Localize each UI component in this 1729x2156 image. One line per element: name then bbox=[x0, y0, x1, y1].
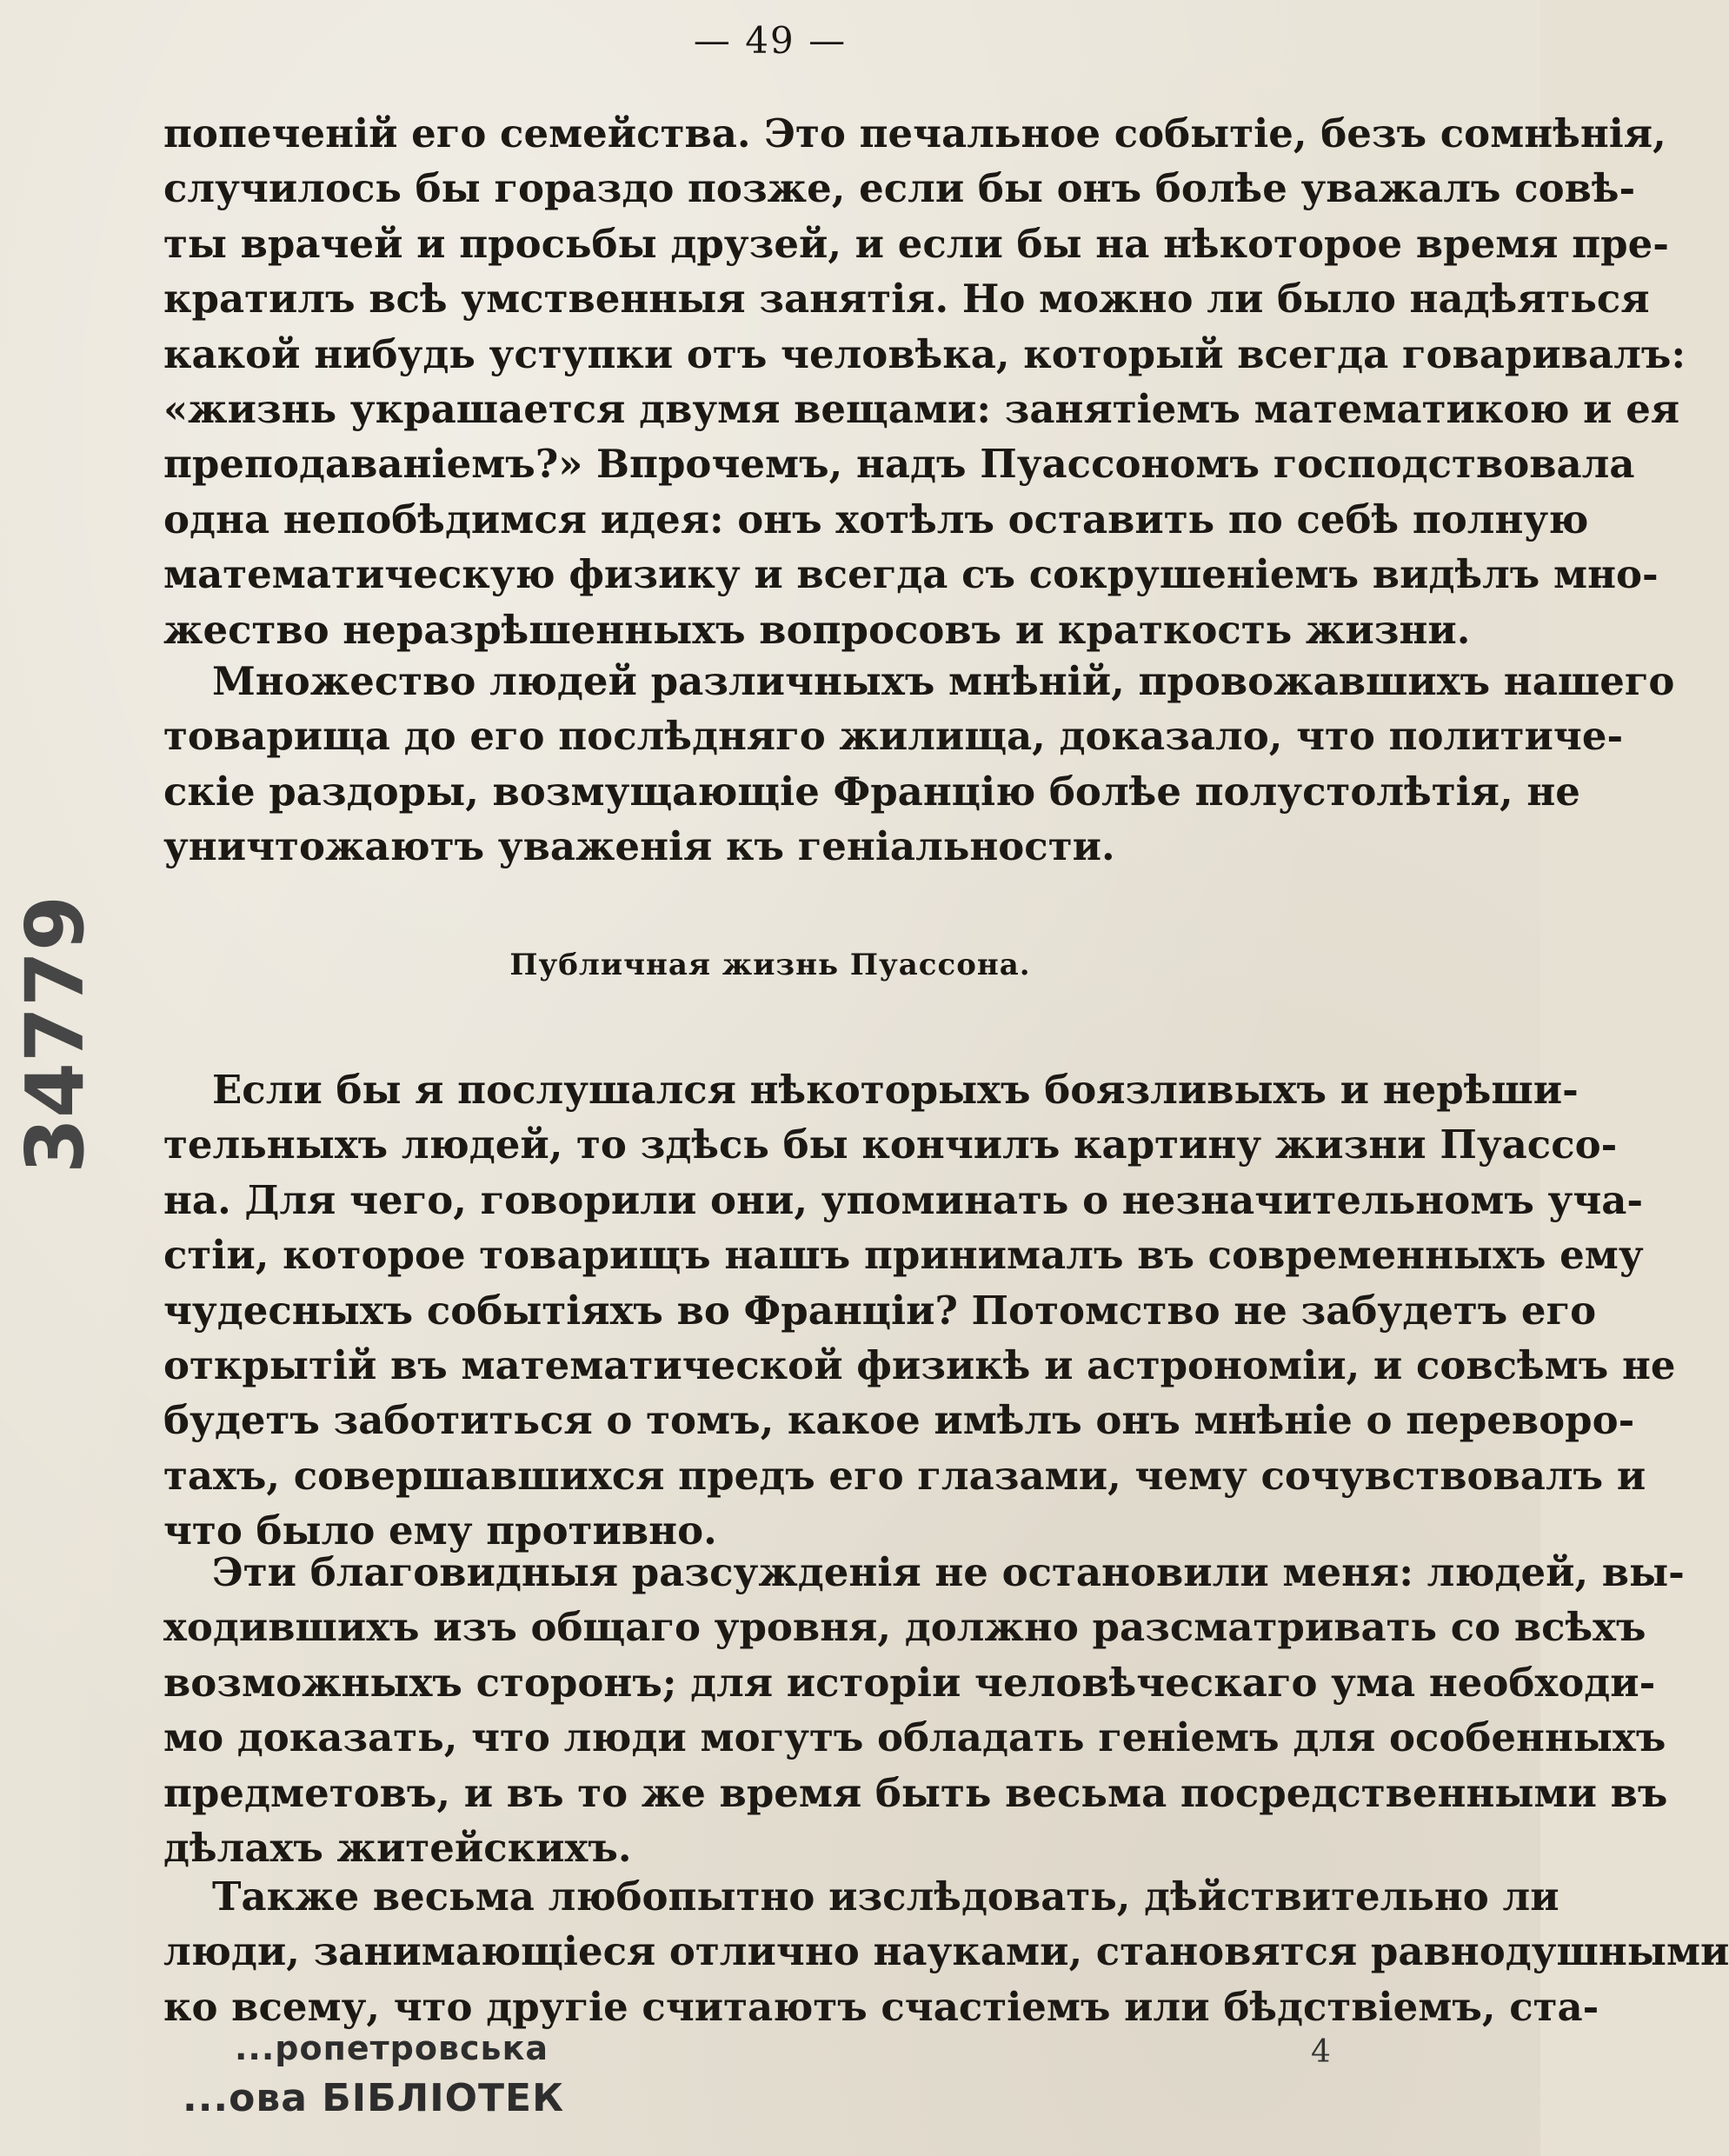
text-line: товарища до его послѣдняго жилища, доказало, что политиче- bbox=[163, 713, 1624, 760]
text-line: «жизнь украшается двумя вещами: занятіемъ математикою и ея bbox=[163, 385, 1680, 432]
text-line: тахъ, совершавшихся предъ его глазами, чему сочувствовалъ и bbox=[163, 1452, 1646, 1499]
text-line: стіи, которое товарищъ нашъ принималъ въ современныхъ ему bbox=[163, 1232, 1644, 1279]
text-line: ко всему, что другіе считаютъ счастіемъ или бѣдствіемъ, ста- bbox=[163, 1983, 1599, 2030]
text-line: математическую физику и всегда съ сокрушеніемъ видѣлъ мно- bbox=[163, 551, 1659, 598]
text-line: люди, занимающіеся отлично науками, становятся равнодушными bbox=[163, 1928, 1729, 1975]
text-line: ходившихъ изъ общаго уровня, должно разсматривать со всѣхъ bbox=[163, 1604, 1646, 1651]
text-line: какой нибудь уступки отъ человѣка, который всегда говаривалъ: bbox=[163, 330, 1686, 377]
text-line: скіе раздоры, возмущающіе Францію болѣе полустолѣтія, не bbox=[163, 768, 1580, 815]
section-heading: Публичная жизнь Пуассона. bbox=[509, 948, 1031, 982]
text-line: Множество людей различныхъ мнѣній, провожавшихъ нашего bbox=[212, 658, 1675, 704]
text-line: кратилъ всѣ умственныя занятія. Но можно ли было надѣяться bbox=[163, 276, 1650, 323]
text-line: мо доказать, что люди могутъ обладать геніемъ для особенныхъ bbox=[163, 1714, 1666, 1761]
text-line: Также весьма любопытно изслѣдовать, дѣйствительно ли bbox=[212, 1873, 1559, 1920]
paragraph-2 bbox=[163, 654, 1675, 875]
text-line: будетъ заботиться о томъ, какое имѣлъ онъ мнѣніе о переворо- bbox=[163, 1397, 1635, 1444]
text-line: дѣлахъ житейскихъ. bbox=[163, 1824, 632, 1871]
library-stamp bbox=[183, 2026, 635, 2130]
text-line: преподаваніемъ?» Впрочемъ, надъ Пуассономъ господствовала bbox=[163, 441, 1635, 488]
paragraph-1 bbox=[163, 106, 1686, 657]
paragraph-5 bbox=[163, 1869, 1729, 2034]
text-line: жество неразрѣшенныхъ вопросовъ и краткость жизни. bbox=[163, 606, 1471, 653]
text-line: что было ему противно. bbox=[163, 1507, 717, 1554]
handwritten-inventory-number: 34779 bbox=[8, 895, 102, 1174]
text-line: на. Для чего, говорили они, упоминать о незначительномъ уча- bbox=[163, 1176, 1644, 1223]
paragraph-4 bbox=[163, 1545, 1685, 1875]
stamp-mark: 4 bbox=[1311, 2034, 1331, 2070]
text-line: ты врачей и просьбы друзей, и если бы на нѣкоторое время пре- bbox=[163, 220, 1669, 267]
text-line: одна непобѣдимся идея: онъ хотѣлъ оставить по себѣ полную bbox=[163, 496, 1589, 542]
stamp-line-2: ...ова БІБЛІОТЕК bbox=[183, 2076, 565, 2120]
text-line: уничтожаютъ уваженія къ геніальности. bbox=[163, 823, 1115, 870]
page-number: — 49 — bbox=[693, 19, 848, 62]
text-line: случилось бы гораздо позже, если бы онъ болѣе уважалъ совѣ- bbox=[163, 165, 1636, 212]
text-line: тельныхъ людей, то здѣсь бы кончилъ картину жизни Пуассо- bbox=[163, 1121, 1618, 1168]
text-line: чудесныхъ событіяхъ во Франціи? Потомство не забудетъ его bbox=[163, 1287, 1597, 1334]
text-line: Если бы я послушался нѣкоторыхъ боязливыхъ и нерѣши- bbox=[212, 1067, 1579, 1113]
text-line: открытій въ математической физикѣ и астрономіи, и совсѣмъ не bbox=[163, 1341, 1676, 1388]
text-line: Эти благовидныя разсужденія не остановили меня: людей, вы- bbox=[212, 1549, 1685, 1595]
stamp-line-1: ...ропетровська bbox=[235, 2029, 549, 2067]
text-line: возможныхъ сторонъ; для исторіи человѣческаго ума необходи- bbox=[163, 1659, 1656, 1706]
paragraph-3 bbox=[163, 1062, 1676, 1559]
text-line: попеченій его семейства. Это печальное событіе, безъ сомнѣнія, bbox=[163, 110, 1666, 156]
text-line: предметовъ, и въ то же время быть весьма посредственными въ bbox=[163, 1769, 1668, 1816]
